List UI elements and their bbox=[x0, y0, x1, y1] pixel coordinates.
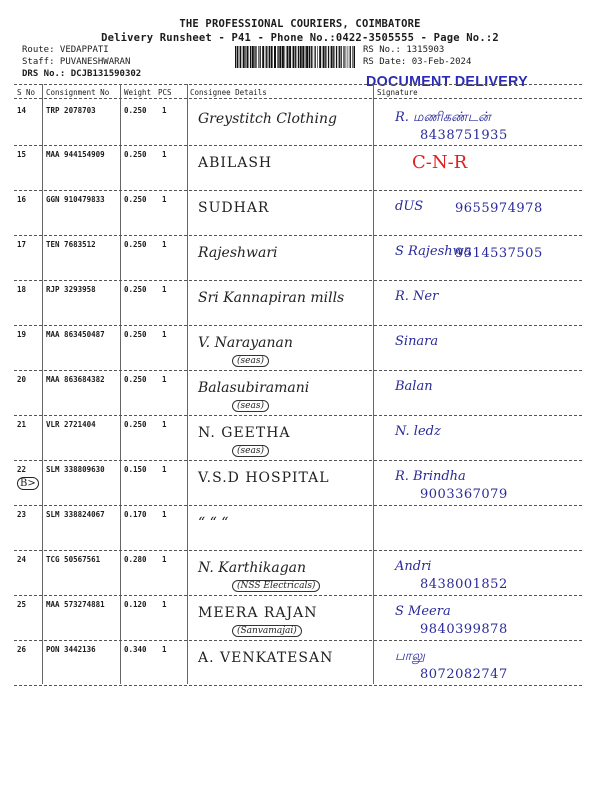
barcode-bar bbox=[319, 46, 321, 68]
rs-number: RS No.: 1315903 bbox=[363, 45, 445, 55]
staff: Staff: PUVANESHWARAN bbox=[22, 57, 131, 67]
row-consignment-no: MAA 863450487 bbox=[46, 330, 105, 339]
barcode-bar bbox=[352, 46, 353, 68]
row-weight: 0.150 bbox=[124, 465, 147, 474]
col-divider bbox=[120, 84, 121, 684]
barcode bbox=[235, 46, 355, 68]
row-sno: 26 bbox=[17, 645, 27, 654]
row-consignment-no: SLM 338824067 bbox=[46, 510, 105, 519]
row-weight: 0.250 bbox=[124, 375, 147, 384]
col-divider bbox=[187, 84, 188, 684]
barcode-bar bbox=[333, 46, 334, 68]
row-pcs: 1 bbox=[162, 510, 167, 519]
row-consignee: ABILASH bbox=[198, 155, 273, 171]
row-phone: 8438751935 bbox=[420, 128, 508, 143]
col-header-consignment: Consignment No bbox=[46, 88, 110, 97]
row-consignee: A. VENKATESAN bbox=[198, 650, 334, 666]
header-rule-top bbox=[14, 84, 582, 85]
barcode-bar bbox=[306, 46, 308, 68]
row-pcs: 1 bbox=[162, 285, 167, 294]
row-pcs: 1 bbox=[162, 375, 167, 384]
row-pcs: 1 bbox=[162, 645, 167, 654]
row-weight: 0.170 bbox=[124, 510, 147, 519]
barcode-bar bbox=[247, 46, 249, 68]
barcode-bar bbox=[258, 46, 259, 68]
barcode-bar bbox=[279, 46, 281, 68]
company-title: THE PROFESSIONAL COURIERS, COIMBATORE bbox=[179, 18, 421, 30]
barcode-bar bbox=[317, 46, 318, 68]
row-consignee: MEERA RAJAN bbox=[198, 605, 318, 621]
barcode-bar bbox=[325, 46, 326, 68]
row-sno: 20 bbox=[17, 375, 27, 384]
barcode-bar bbox=[293, 46, 295, 68]
row-signature: N. ledz bbox=[395, 424, 441, 439]
barcode-bar bbox=[266, 46, 267, 68]
row-sno: 22 bbox=[17, 465, 27, 474]
drs-number: DRS No.: DCJB131590302 bbox=[22, 69, 142, 79]
barcode-bar bbox=[315, 46, 316, 68]
document-delivery-stamp: DOCUMENT DELIVERY bbox=[366, 73, 528, 90]
row-consignee: V. Narayanan bbox=[198, 335, 293, 351]
row-signature: Balan bbox=[395, 379, 433, 394]
barcode-bar bbox=[237, 46, 238, 68]
row-signature: R. மணிகண்டன் bbox=[395, 110, 491, 125]
barcode-bar bbox=[344, 46, 345, 68]
row-weight: 0.250 bbox=[124, 240, 147, 249]
row-weight: 0.280 bbox=[124, 555, 147, 564]
row-consignment-no: TRP 2078703 bbox=[46, 106, 96, 115]
row-phone: 9655974978 bbox=[455, 201, 543, 216]
row-consignee: Greystitch Clothing bbox=[198, 111, 338, 127]
barcode-bar bbox=[235, 46, 236, 68]
row-consignment-no: SLM 338809630 bbox=[46, 465, 105, 474]
row-consignee-note: (Sanvamajai) bbox=[232, 625, 302, 637]
row-divider bbox=[14, 235, 582, 236]
row-weight: 0.250 bbox=[124, 330, 147, 339]
row-consignment-no: PON 3442136 bbox=[46, 645, 96, 654]
row-pcs: 1 bbox=[162, 195, 167, 204]
row-phone: 9003367079 bbox=[420, 487, 508, 502]
row-phone: 8438001852 bbox=[420, 577, 508, 592]
row-divider bbox=[14, 145, 582, 146]
row-weight: 0.250 bbox=[124, 195, 147, 204]
barcode-bar bbox=[302, 46, 304, 68]
row-weight: 0.250 bbox=[124, 285, 147, 294]
route: Route: VEDAPPATI bbox=[22, 45, 109, 55]
barcode-bar bbox=[339, 46, 340, 68]
runsheet-subtitle: Delivery Runsheet - P41 - Phone No.:0422-3505555 - Page No.:2 bbox=[101, 32, 499, 44]
row-consignee-note: (seas) bbox=[232, 445, 269, 457]
row-consignment-no: VLR 2721404 bbox=[46, 420, 96, 429]
barcode-bar bbox=[348, 46, 349, 68]
barcode-bar bbox=[323, 46, 325, 68]
barcode-bar bbox=[300, 46, 302, 68]
row-divider bbox=[14, 370, 582, 371]
row-consignee: Balasubiramani bbox=[198, 380, 310, 396]
barcode-bar bbox=[269, 46, 270, 68]
row-signature: R. Ner bbox=[395, 289, 439, 304]
row-consignee-note: (seas) bbox=[232, 355, 269, 367]
row-pcs: 1 bbox=[162, 420, 167, 429]
row-consignment-no: GGN 910479833 bbox=[46, 195, 105, 204]
barcode-bar bbox=[240, 46, 241, 68]
row-consignment-no: MAA 573274881 bbox=[46, 600, 105, 609]
row-sno: 21 bbox=[17, 420, 27, 429]
col-header-weight: Weight bbox=[124, 88, 152, 97]
barcode-bar bbox=[336, 46, 337, 68]
barcode-bar bbox=[287, 46, 289, 68]
barcode-bar bbox=[328, 46, 329, 68]
row-consignee: Sri Kannapiran mills bbox=[198, 290, 345, 306]
barcode-bar bbox=[252, 46, 254, 68]
barcode-bar bbox=[256, 46, 257, 68]
row-sno: 15 bbox=[17, 150, 27, 159]
row-divider bbox=[14, 595, 582, 596]
row-divider bbox=[14, 190, 582, 191]
row-consignment-no: RJP 3293958 bbox=[46, 285, 96, 294]
row-consignee: “ “ “ bbox=[198, 515, 229, 531]
barcode-bar bbox=[313, 46, 314, 68]
row-consignee: N. Karthikagan bbox=[198, 560, 307, 576]
row-phone: 9840399878 bbox=[420, 622, 508, 637]
col-header-signature: Signature bbox=[377, 88, 418, 97]
barcode-bar bbox=[243, 46, 245, 68]
barcode-bar bbox=[311, 46, 312, 68]
row-divider bbox=[14, 280, 582, 281]
row-pcs: 1 bbox=[162, 600, 167, 609]
row-signature: Sinara bbox=[395, 334, 439, 349]
row-pcs: 1 bbox=[162, 330, 167, 339]
barcode-bar bbox=[268, 46, 269, 68]
barcode-bar bbox=[271, 46, 273, 68]
row-weight: 0.340 bbox=[124, 645, 147, 654]
barcode-bar bbox=[298, 46, 299, 68]
row-signature: dUS bbox=[395, 199, 424, 214]
row-weight: 0.250 bbox=[124, 150, 147, 159]
row-consignment-no: MAA 863684382 bbox=[46, 375, 105, 384]
row-divider bbox=[14, 415, 582, 416]
rs-info bbox=[363, 44, 471, 68]
col-header-consignee: Consignee Details bbox=[190, 88, 267, 97]
row-pcs: 1 bbox=[162, 240, 167, 249]
barcode-bar bbox=[346, 46, 347, 68]
row-consignee: SUDHAR bbox=[198, 200, 270, 216]
col-header-pcs: PCS bbox=[158, 88, 172, 97]
row-sno: 16 bbox=[17, 195, 27, 204]
row-weight: 0.120 bbox=[124, 600, 147, 609]
barcode-bar bbox=[341, 46, 342, 68]
margin-mark: B> bbox=[17, 477, 39, 490]
barcode-bar bbox=[260, 46, 261, 68]
row-signature: பாலு bbox=[395, 649, 425, 664]
row-weight: 0.250 bbox=[124, 420, 147, 429]
row-pcs: 1 bbox=[162, 465, 167, 474]
barcode-bar bbox=[274, 46, 276, 68]
row-consignment-no: TEN 7683512 bbox=[46, 240, 96, 249]
row-phone: 9514537505 bbox=[455, 246, 543, 261]
row-consignee: V.S.D HOSPITAL bbox=[198, 470, 330, 486]
row-sno: 23 bbox=[17, 510, 27, 519]
row-consignee-note: (NSS Electricals) bbox=[232, 580, 320, 592]
row-divider bbox=[14, 460, 582, 461]
row-divider bbox=[14, 640, 582, 641]
row-divider bbox=[14, 325, 582, 326]
row-sno: 19 bbox=[17, 330, 27, 339]
row-divider bbox=[14, 685, 582, 686]
row-signature: S Rajeshwa bbox=[395, 244, 472, 259]
row-phone: 8072082747 bbox=[420, 667, 508, 682]
row-consignee: N. GEETHA bbox=[198, 425, 291, 441]
row-sno: 25 bbox=[17, 600, 27, 609]
row-consignment-no: TCG 50567561 bbox=[46, 555, 101, 564]
barcode-bar bbox=[277, 46, 278, 68]
row-weight: 0.250 bbox=[124, 106, 147, 115]
barcode-bar bbox=[350, 46, 351, 68]
route-info bbox=[22, 44, 141, 80]
row-divider bbox=[14, 505, 582, 506]
row-sno: 24 bbox=[17, 555, 27, 564]
col-divider bbox=[42, 84, 43, 684]
row-divider bbox=[14, 550, 582, 551]
row-sno: 17 bbox=[17, 240, 27, 249]
barcode-bar bbox=[245, 46, 246, 68]
header-rule-bottom bbox=[14, 98, 582, 99]
row-signature: R. Brindha bbox=[395, 469, 466, 484]
barcode-bar bbox=[331, 46, 333, 68]
row-pcs: 1 bbox=[162, 555, 167, 564]
barcode-bar bbox=[254, 46, 255, 68]
row-consignment-no: MAA 944154909 bbox=[46, 150, 105, 159]
col-divider bbox=[373, 84, 374, 684]
barcode-bar bbox=[354, 46, 356, 68]
barcode-bar bbox=[250, 46, 251, 68]
rs-date: RS Date: 03-Feb-2024 bbox=[363, 57, 472, 67]
barcode-bar bbox=[295, 46, 296, 68]
row-sno: 14 bbox=[17, 106, 27, 115]
barcode-bar bbox=[239, 46, 240, 68]
row-pcs: 1 bbox=[162, 150, 167, 159]
row-signature: Andri bbox=[395, 559, 432, 574]
row-consignee-note: (seas) bbox=[232, 400, 269, 412]
barcode-bar bbox=[343, 46, 344, 68]
barcode-bar bbox=[305, 46, 306, 68]
barcode-bar bbox=[309, 46, 310, 68]
row-sno: 18 bbox=[17, 285, 27, 294]
row-signature: C-N-R bbox=[412, 152, 468, 173]
barcode-bar bbox=[285, 46, 286, 68]
col-header-sno: S No bbox=[17, 88, 36, 97]
row-consignee: Rajeshwari bbox=[198, 245, 278, 261]
row-signature: S Meera bbox=[395, 604, 451, 619]
barcode-bar bbox=[282, 46, 284, 68]
row-pcs: 1 bbox=[162, 106, 167, 115]
barcode-bar bbox=[289, 46, 291, 68]
barcode-bar bbox=[262, 46, 264, 68]
